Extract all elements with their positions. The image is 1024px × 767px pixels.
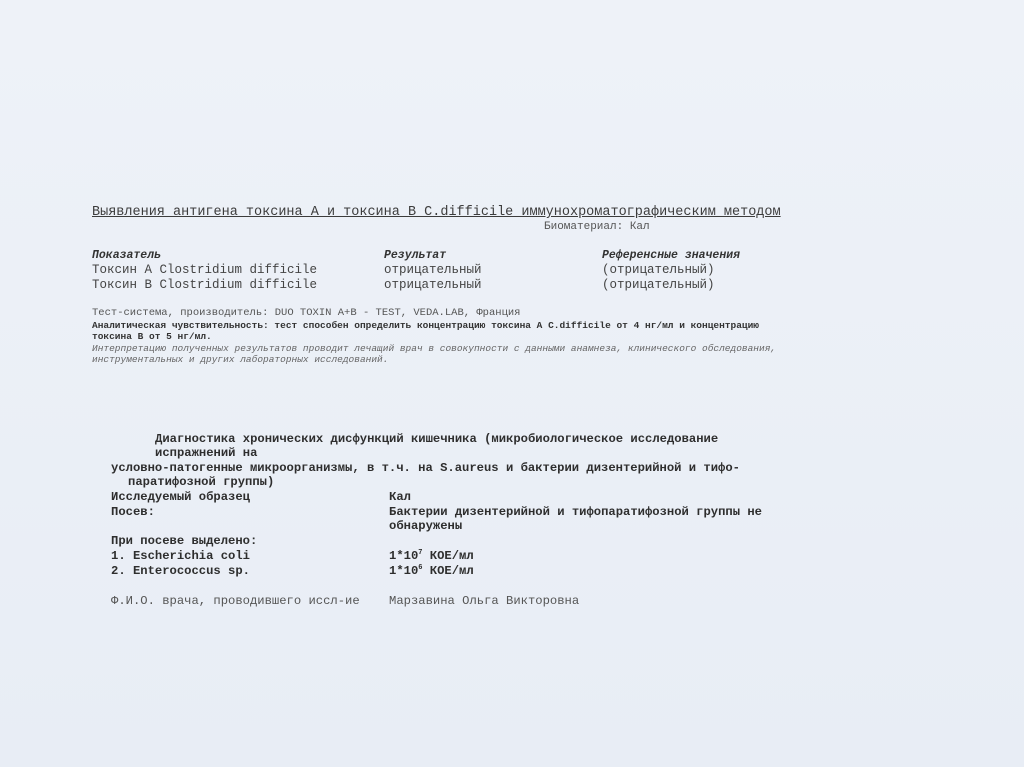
- organism-value-base: 1*10: [389, 564, 419, 578]
- row1-indicator: Токсин A Clostridium difficile: [92, 263, 318, 277]
- row2-reference: (отрицательный): [602, 278, 715, 292]
- section2-title-line2: испражнений на: [155, 446, 258, 460]
- organism-value-exponent: 7: [418, 548, 423, 557]
- header-result: Результат: [384, 249, 447, 262]
- seeding-label: Посев:: [111, 505, 155, 519]
- doctor-label: Ф.И.О. врача, проводившего иссл-ие: [111, 594, 360, 608]
- organism-name: Enterococcus sp.: [125, 564, 250, 578]
- row1-result: отрицательный: [384, 263, 482, 277]
- test-system-note: Тест-система, производитель: DUO TOXIN A+B - TEST, VEDA.LAB, Франция: [92, 307, 521, 319]
- organism-number: 1: [111, 549, 119, 563]
- organism-value-base: 1*10: [389, 549, 419, 563]
- interpretation-note-line1: Интерпретацию полученных результатов проводит лечащий врач в совокупности с данными анамнеза, клинического обследования,: [92, 343, 777, 354]
- organism-name: Escherichia coli: [125, 549, 250, 563]
- found-label: При посеве выделено:: [111, 534, 258, 548]
- organism-value-exponent: 6: [418, 563, 423, 572]
- section2-title-line3: условно-патогенные микроорганизмы, в т.ч. на S.aureus и бактерии дизентерийной и тифо-: [111, 461, 740, 475]
- sample-value: Кал: [389, 490, 411, 504]
- organism-number: 2: [111, 564, 119, 578]
- organism-item: 2. Enterococcus sp.: [111, 564, 250, 578]
- seeding-value-line2: обнаружены: [389, 519, 463, 533]
- biomaterial-label: Биоматериал: Кал: [544, 221, 650, 233]
- interpretation-note-line2: инструментальных и других лабораторных исследований.: [92, 354, 389, 365]
- sensitivity-note-line1: Аналитическая чувствительность: тест способен определить концентрацию токсина A C.difficile от 4 нг/мл и концентрацию: [92, 320, 760, 331]
- organism-value-unit: КОЕ/мл: [422, 564, 474, 578]
- row1-reference: (отрицательный): [602, 263, 715, 277]
- seeding-value-line1: Бактерии дизентерийной и тифопаратифозной группы не: [389, 505, 762, 519]
- doctor-name: Марзавина Ольга Викторовна: [389, 594, 580, 608]
- section2-title-line1: Диагностика хронических дисфункций кишечника (микробиологическое исследование: [155, 432, 719, 446]
- organism-value-unit: КОЕ/мл: [422, 549, 474, 563]
- sample-label: Исследуемый образец: [111, 490, 250, 504]
- sensitivity-note-line2: токсина B от 5 нг/мл.: [92, 331, 212, 342]
- header-indicator: Показатель: [92, 249, 162, 262]
- section1-title: Выявления антигена токсина А и токсина В C.difficile иммунохроматографическим методом: [92, 205, 781, 220]
- organism-value: [389, 549, 474, 563]
- row2-indicator: Токсин B Clostridium difficile: [92, 278, 318, 292]
- header-reference: Референсные значения: [602, 249, 741, 262]
- organism-item: 1. Escherichia coli: [111, 549, 250, 563]
- row2-result: отрицательный: [384, 278, 482, 292]
- organism-value: [389, 564, 474, 578]
- section2-title-line4: паратифозной группы): [128, 475, 275, 489]
